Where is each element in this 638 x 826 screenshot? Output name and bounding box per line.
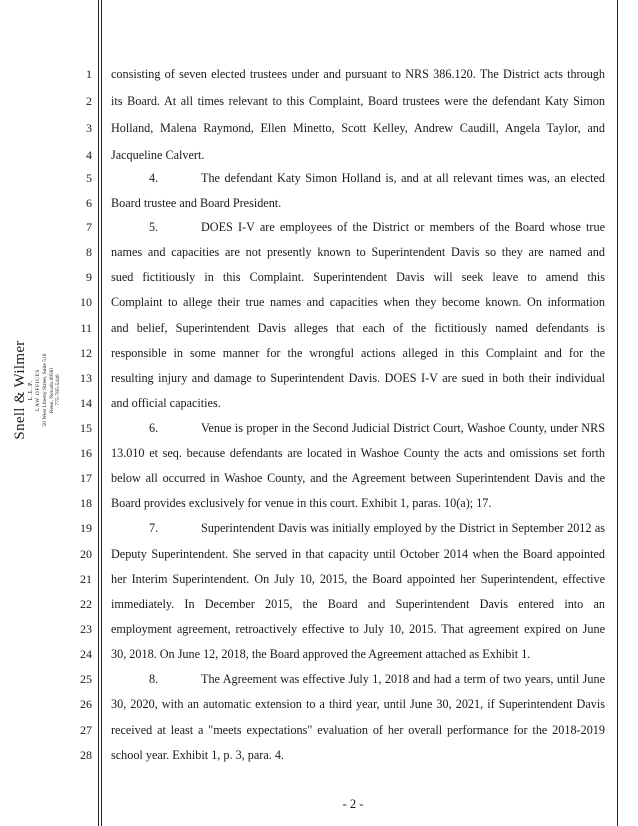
line-number: 25 xyxy=(80,672,92,686)
text-line: Holland, Malena Raymond, Ellen Minetto, Scott Kelley, Andrew Caudill, Angela Taylor, and xyxy=(111,121,605,135)
text-line: employment agreement, retroactively effective to July 10, 2015. That agreement expired on June xyxy=(111,622,605,636)
line-number: 17 xyxy=(80,471,92,485)
text-line: Board provides exclusively for venue in this court. Exhibit 1, paras. 10(a); 17. xyxy=(111,496,492,510)
text-line: Complaint to allege their true names and capacities when they become known. On information xyxy=(111,295,605,309)
text-line: Venue is proper in the Second Judicial District Court, Washoe County, under NRS xyxy=(201,421,605,435)
text-line: responsible in some manner for the wrongful actions alleged in this Complaint and for the xyxy=(111,346,605,360)
text-line: 30, 2018. On June 12, 2018, the Board approved the Agreement attached as Exhibit 1. xyxy=(111,647,531,661)
line-number: 9 xyxy=(86,270,92,284)
text-line: its Board. At all times relevant to this Complaint, Board trustees were the defendant Katy Simon xyxy=(111,94,605,108)
paragraph-8-first-line xyxy=(111,672,605,686)
line-number: 26 xyxy=(80,697,92,711)
line-number: 23 xyxy=(80,622,92,636)
line-number: 19 xyxy=(80,521,92,535)
line-number: 8 xyxy=(86,245,92,259)
paragraph-number: 8. xyxy=(149,672,159,686)
text-line: The Agreement was effective July 1, 2018 and had a term of two years, until June xyxy=(201,672,605,686)
line-number: 20 xyxy=(80,547,92,561)
right-margin-rule xyxy=(617,0,618,826)
paragraph-6-first-line xyxy=(111,421,605,435)
line-number: 13 xyxy=(80,371,92,385)
line-number: 15 xyxy=(80,421,92,435)
text-line: resulting injury and damage to Superintendent Davis. DOES I-V are sued in both their individual xyxy=(111,371,605,385)
law-firm-sidebar xyxy=(12,310,62,470)
line-number: 22 xyxy=(80,597,92,611)
text-line: received at least a "meets expectations" evaluation of her overall performance for the 2018-2019 xyxy=(111,723,605,737)
line-number: 4 xyxy=(86,148,92,162)
paragraph-4-first-line xyxy=(111,171,605,185)
line-number: 12 xyxy=(80,346,92,360)
firm-address: 50 West Liberty Street, Suite 510 xyxy=(42,353,48,427)
text-line: and belief, Superintendent Davis alleges that each of the fictitiously named defendants is xyxy=(111,321,605,335)
page-number: - 2 - xyxy=(342,797,364,811)
paragraph-number: 5. xyxy=(149,220,159,234)
left-margin-rule-outer xyxy=(98,0,99,826)
text-line: immediately. In December 2015, the Board and Superintendent Davis entered into an xyxy=(111,597,605,611)
text-line: Jacqueline Calvert. xyxy=(111,148,205,162)
firm-phone: 775-785-5440 xyxy=(55,374,61,406)
line-number: 1 xyxy=(86,67,92,81)
firm-name: Snell & Wilmer xyxy=(12,340,28,440)
line-number: 24 xyxy=(80,647,92,661)
line-number: 5 xyxy=(86,171,92,185)
paragraph-5-first-line xyxy=(111,220,605,234)
line-number: 10 xyxy=(80,295,92,309)
text-line: her Interim Superintendent. On July 10, 2015, the Board appointed her Superintendent, effective xyxy=(111,572,605,586)
line-number: 6 xyxy=(86,196,92,210)
line-number: 14 xyxy=(80,396,92,410)
line-number: 11 xyxy=(80,321,92,335)
text-line: sued fictitiously in this Complaint. Superintendent Davis will seek leave to amend this xyxy=(111,270,605,284)
paragraph-number: 4. xyxy=(149,171,159,185)
paragraph-number: 7. xyxy=(149,521,159,535)
text-line: and official capacities. xyxy=(111,396,221,410)
left-margin-rule-inner xyxy=(101,0,102,826)
text-line: The defendant Katy Simon Holland is, and at all relevant times was, an elected xyxy=(201,171,605,185)
text-line: Superintendent Davis was initially employed by the District in September 2012 as xyxy=(201,521,605,535)
line-number: 21 xyxy=(80,572,92,586)
line-number: 18 xyxy=(80,496,92,510)
firm-city: Reno, Nevada 89501 xyxy=(48,366,55,414)
line-number: 16 xyxy=(80,446,92,460)
firm-offices: LAW OFFICES xyxy=(35,369,41,411)
paragraph-7-first-line xyxy=(111,521,605,535)
line-number: 7 xyxy=(86,220,92,234)
text-line: 30, 2020, with an automatic extension to a third year, until June 30, 2021, if Superintendent Davis xyxy=(111,697,605,711)
paragraph-number: 6. xyxy=(149,421,159,435)
text-line: below all occurred in Washoe County, and the Agreement between Superintendent Davis and the xyxy=(111,471,605,485)
text-line: school year. Exhibit 1, p. 3, para. 4. xyxy=(111,748,284,762)
line-number: 28 xyxy=(80,748,92,762)
text-line: Deputy Superintendent. She served in that capacity until October 2014 when the Board appointed xyxy=(111,547,605,561)
text-line: names and capacities are not presently known to Superintendent Davis so they are named and xyxy=(111,245,605,259)
line-number: 3 xyxy=(86,121,92,135)
line-number: 27 xyxy=(80,723,92,737)
text-line: consisting of seven elected trustees under and pursuant to NRS 386.120. The District acts through xyxy=(111,67,605,81)
text-line: DOES I-V are employees of the District or members of the Board whose true xyxy=(201,220,605,234)
text-line: 13.010 et seq. because defendants are located in Washoe County the acts and omissions set forth xyxy=(111,446,605,460)
firm-llp: L.L.P. xyxy=(28,379,34,401)
line-number: 2 xyxy=(86,94,92,108)
text-line: Board trustee and Board President. xyxy=(111,196,282,210)
